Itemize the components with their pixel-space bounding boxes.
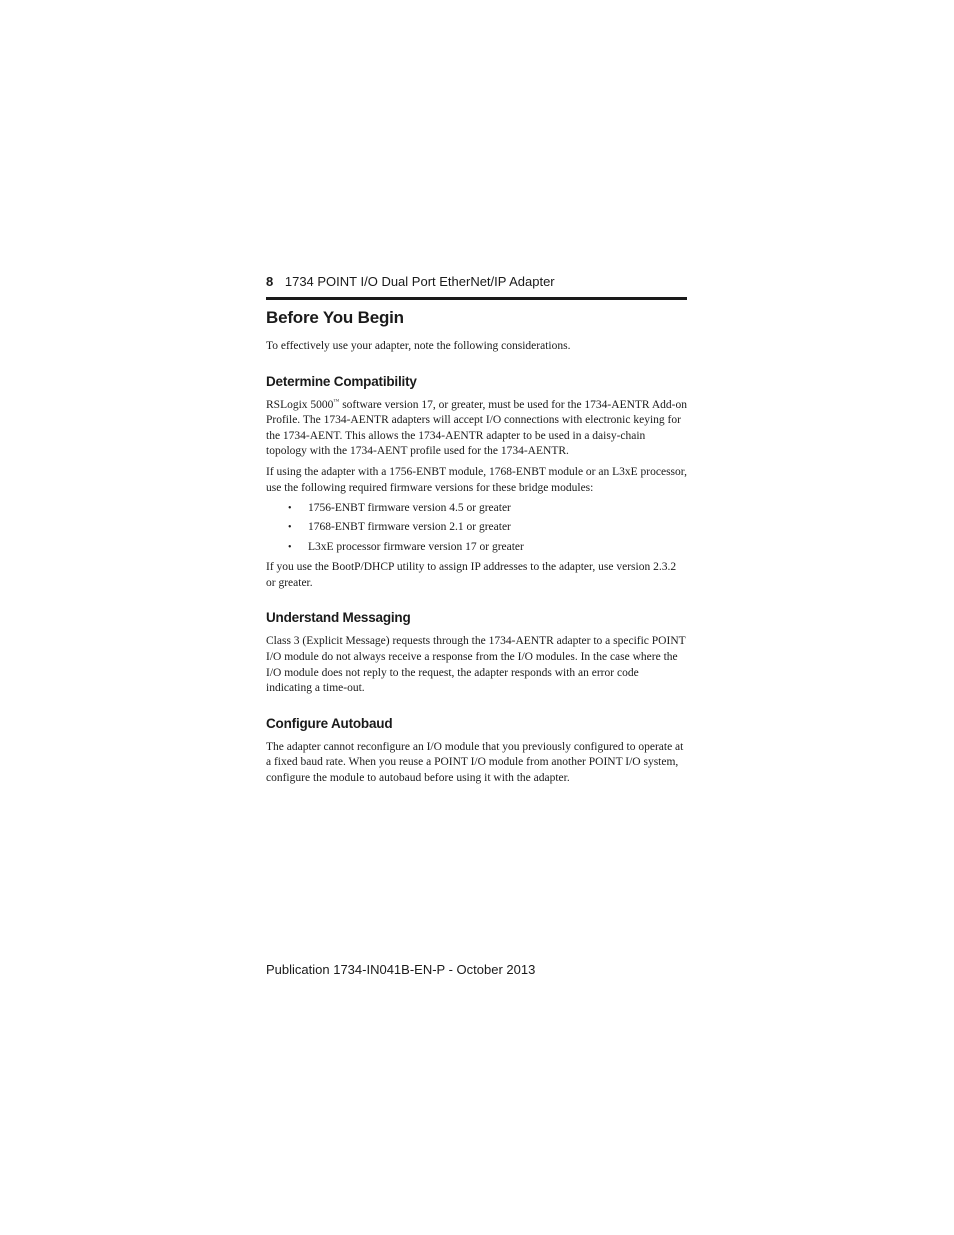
messaging-paragraph: Class 3 (Explicit Message) requests through the 1734-AENTR adapter to a specific POINT I/O module do not always receive a response from the I/O modules. In the case where the I/O module does not reply to the request, the adapter responds with an error code indicating a time-out. xyxy=(266,635,686,695)
autobaud-heading: Configure Autobaud xyxy=(266,715,393,731)
messaging-heading: Understand Messaging xyxy=(266,610,411,626)
publication-footer: Publication 1734-IN041B-EN-P - October 2013 xyxy=(266,962,536,977)
list-item: • 1768-ENBT firmware version 2.1 or greater xyxy=(266,520,687,536)
compatibility-paragraph-2: If using the adapter with a 1756-ENBT module, 1768-ENBT module or an L3xE processor, use the following required firmware versions for these bridge modules: xyxy=(266,465,688,494)
trademark-symbol: ™ xyxy=(333,398,340,405)
section-title: Before You Begin xyxy=(266,308,404,327)
firmware-list xyxy=(266,501,687,555)
list-item: • 1756-ENBT firmware version 4.5 or greater xyxy=(266,501,687,517)
page-content xyxy=(266,308,687,791)
header-title: 1734 POINT I/O Dual Port EtherNet/IP Adapter xyxy=(284,274,555,289)
running-header xyxy=(266,274,687,289)
autobaud-paragraph: The adapter cannot reconfigure an I/O module that you previously configured to operate at a fixed baud rate. When you reuse a POINT I/O module from another POINT I/O system, configure the module to autobaud before using it with the adapter. xyxy=(266,740,684,784)
compatibility-paragraph-3: If you use the BootP/DHCP utility to assign IP addresses to the adapter, use version 2.3.2 or greater. xyxy=(266,561,677,589)
header-rule xyxy=(266,297,687,300)
compatibility-paragraph-1: RSLogix 5000™ software version 17, or greater, must be used for the 1734-AENTR Add-on Profile. The 1734-AENTR adapters will accept I/O connections with electronic keying for the 1734-AENT. This allows the 1734-AENTR adapter to be used in a daisy-chain topology with the 1734-AENT profile used for the 1734-AENTR. xyxy=(266,398,687,458)
intro-paragraph: To effectively use your adapter, note the following considerations. xyxy=(266,340,571,352)
list-item: • L3xE processor firmware version 17 or greater xyxy=(266,540,687,556)
page-number: 8 xyxy=(266,274,274,289)
compatibility-heading: Determine Compatibility xyxy=(266,373,417,389)
